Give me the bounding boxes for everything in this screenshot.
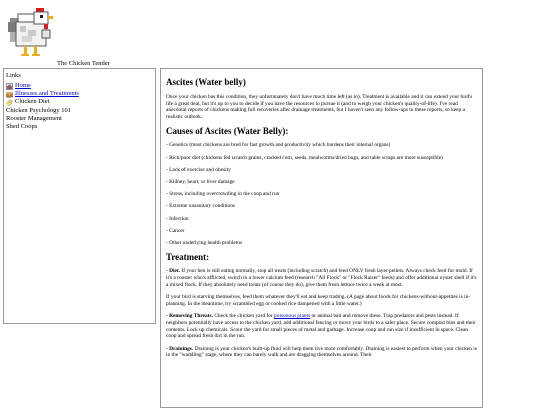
sidebar-label-coops: Shed Coops [6, 123, 38, 131]
cause-item: - Cancer [166, 227, 185, 234]
cause-item: - Stress, including overcrowding in the coop and run [166, 191, 280, 198]
sidebar-link-illnesses[interactable]: Illnesses and Treatments [15, 90, 79, 98]
diet-text: If your hen is still eating normally, stop all treats (including scratch) and feed ONLY fresh layer pellets. Always check feed for mold. If it's a rooster who's afflicted, switch to a lower calcium feed (research "All Flock" or "Flock Raiser" feeds) and offer additional oyster shell if it's a mixed flock. If they absolutely need treats (of course they do), give them fresh lettuce twice a week at most. [166, 268, 477, 288]
cause-item: - Other underlying health problems [166, 239, 243, 246]
sidebar-label-psychology: Chicken Psychology 101 [6, 106, 71, 114]
sidebar-item-illnesses[interactable] [6, 90, 155, 98]
article-intro: Once your chicken has this condition, they unfortunately don't have much time left (as in). Treatment is available and it can extend your bird's life a great deal, but it's up to you to decide if you have the resources to pursue it (and to weigh your chicken's quality-of-life). I've read anecdotal reports of chickens making full recoveries after drainage treatments, but I haven't seen any follow-ups to these reports, so keep a realistic outlook. [166, 94, 473, 120]
chicken-logo-icon [6, 4, 56, 60]
sidebar-item-home[interactable] [6, 82, 155, 90]
drainings-label: - Drainings. [166, 345, 194, 352]
article-panel [160, 68, 483, 408]
sidebar-item-coops [6, 123, 155, 131]
cause-item: - Rich/poor diet (chickens fed scratch grains, cracked corn, seeds, mealworms/dried bugs, and table scraps are more susceptible) [166, 154, 443, 161]
cause-item: - Genetics (most chickens are bred for fast growth and productivity which burdens their internal organs) [166, 142, 391, 149]
cause-item: - Extreme unsanitary conditions [166, 203, 236, 210]
site-title: The Chicken Tender [57, 60, 110, 67]
sidebar-label-rooster: Rooster Management [6, 114, 62, 122]
cause-item: - Lack of exercise and obesity [166, 166, 231, 173]
treatment-diet [166, 268, 477, 288]
causes-heading: Causes of Ascites (Water Belly): [166, 126, 289, 137]
sidebar-item-rooster [6, 115, 155, 123]
header [0, 0, 160, 68]
home-icon [6, 83, 13, 90]
threats-text-post: or animal bait and remove these. Trap predators and pests instead. If neighbors potentially have access to the chicken yard, add additional fencing or move your birds to a safer place. Secure compost bins and their contents. Lock up chemicals. Scour the yard for small pieces of metal and garbage. Increase coop and run size if insufficient in space. Clean coop and spread fresh dirt in the run. [166, 313, 476, 340]
sidebar [3, 68, 156, 324]
sidebar-link-home[interactable]: Home [15, 82, 31, 89]
diet-label: - Diet. [166, 268, 181, 275]
cause-item: - Kidney, heart, or liver damage [166, 178, 235, 185]
treatment-drainings [166, 346, 477, 359]
threats-label: - Removing Threats. [166, 313, 213, 320]
sidebar-label-chicken-diet: Chicken Diet [15, 98, 50, 106]
treatment-threats [166, 313, 477, 339]
chick-icon [6, 99, 13, 106]
sidebar-item-chicken-diet [6, 98, 155, 106]
treasure-chest-icon [6, 91, 13, 98]
treatment-appetite: If your bird is starving themselves, feed them whatever they'll eat and keep trading. (A page about foods for chickens-without-appetites is in-planning. In the meantime, try scrambled egg or cooked rice dampened with a little water.) [166, 294, 471, 307]
article-title: Ascites (Water belly) [166, 77, 246, 87]
threats-text-pre: Check the chicken yard for [212, 313, 275, 320]
treatment-heading: Treatment: [166, 252, 210, 263]
cause-item: - Infection [166, 215, 189, 222]
sidebar-item-psychology [6, 107, 155, 115]
sidebar-list [6, 82, 155, 131]
poisonous-plants-link[interactable]: poisonous plants [274, 313, 311, 320]
drainings-text: Draining is your chicken's built-up fluid will help them live more comfortably. Draining is easiest to perform when your chicken is in the "waddling" stage, where they can barely walk and are dragging themselves around. Their [166, 345, 477, 359]
sidebar-heading: Links [6, 72, 21, 79]
